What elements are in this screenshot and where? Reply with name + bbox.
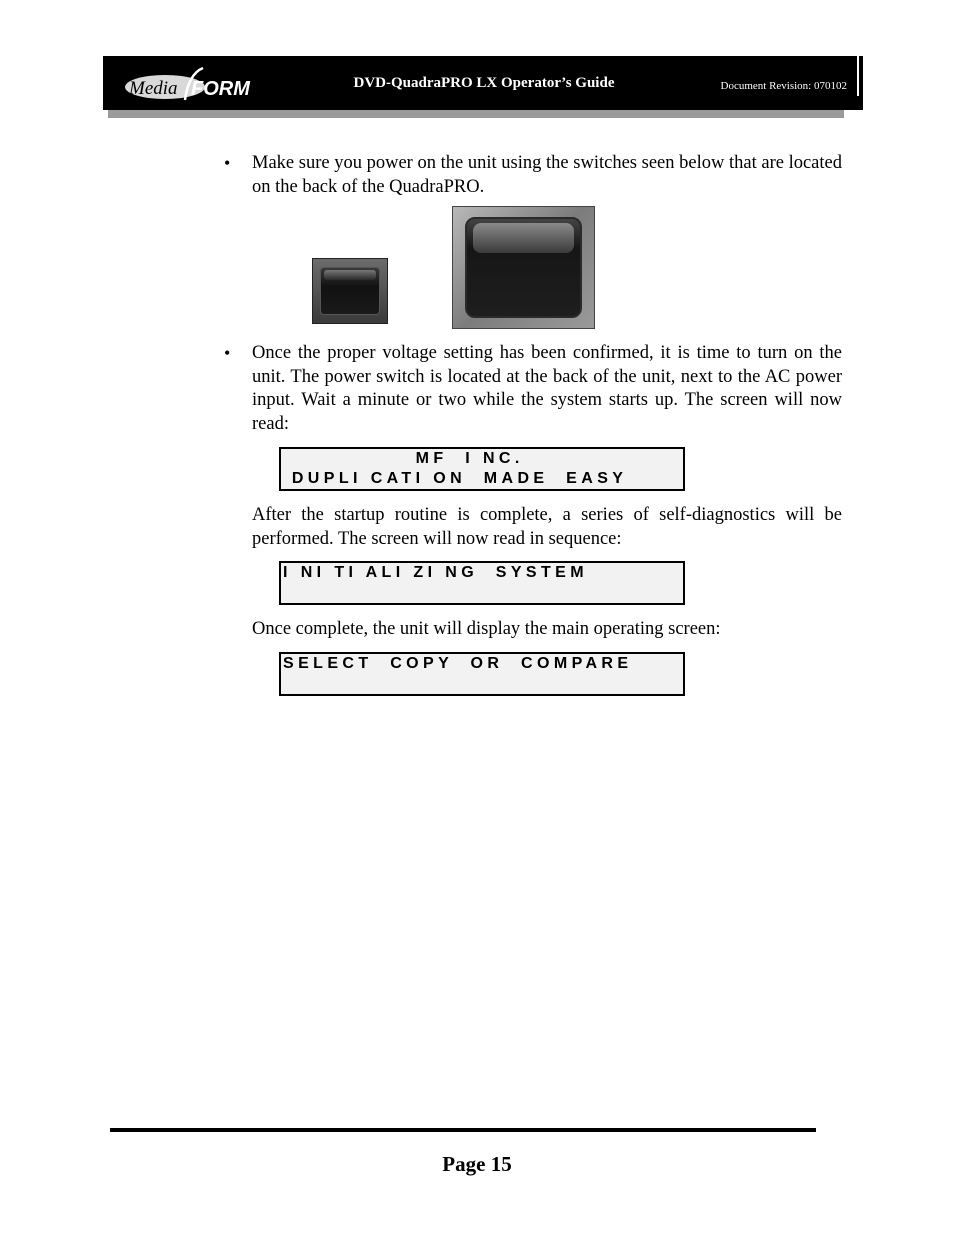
lcd-display-initializing — [279, 561, 685, 605]
paragraph-startup: Once the proper voltage setting has been confirmed, it is time to turn on the unit. The power switch is located at the back of the unit, next to the AC power input. Wait a minute or two while the system starts up. The screen will now read: — [252, 343, 842, 434]
svg-text:FORM: FORM — [191, 78, 250, 100]
header-tab-accent — [857, 56, 859, 96]
mediaform-logo — [123, 64, 257, 104]
paragraph-main-screen: Once complete, the unit will display the main operating screen: — [252, 619, 721, 639]
lcd-display-startup — [279, 447, 685, 491]
page-number: Page 15 — [442, 1152, 512, 1176]
svg-text:Media: Media — [129, 78, 178, 99]
small-power-switch-image — [312, 258, 388, 324]
lcd-line-1: I NI TI ALI ZI NG SYSTEM — [283, 564, 588, 581]
footer-rule — [110, 1128, 816, 1132]
lcd-line-1: SELECT COPY OR COMPARE — [283, 655, 633, 672]
lcd-line-1: MF I NC. — [283, 450, 524, 467]
lcd-display-main — [279, 652, 685, 696]
document-title: DVD-QuadraPRO LX Operator’s Guide — [353, 75, 615, 91]
document-revision: Document Revision: 070102 — [720, 80, 847, 92]
bullet-marker: • — [224, 153, 231, 173]
bullet-marker: • — [224, 343, 231, 363]
paragraph-diagnostics: After the startup routine is complete, a series of self-diagnostics will be performed. The screen will now read in sequence: — [252, 505, 842, 549]
paragraph-power-switches: Make sure you power on the unit using the switches seen below that are located on the back of the QuadraPRO. — [252, 153, 842, 197]
large-power-switch-image — [452, 206, 595, 329]
lcd-line-2: DUPLI CATI ON MADE EASY — [283, 470, 628, 487]
page-header — [103, 56, 863, 110]
